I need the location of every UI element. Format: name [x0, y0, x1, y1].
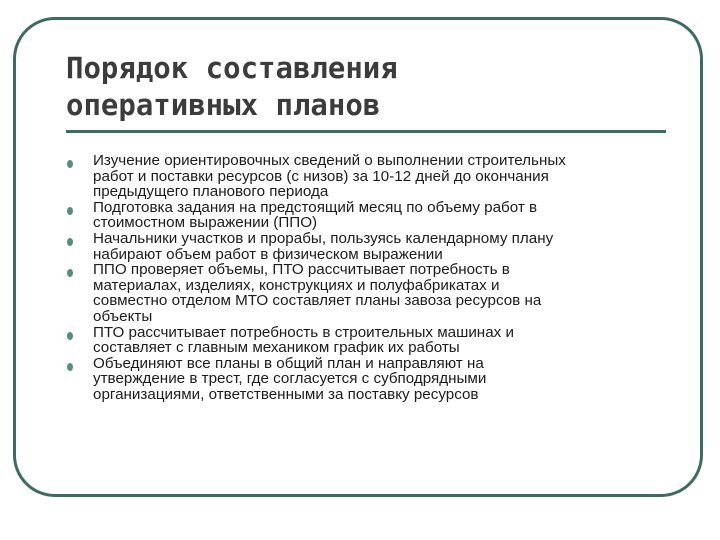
list-item-text: Начальники участков и прорабы, пользуясь календарному плану набирают объем работ в физическом выражении — [93, 229, 554, 263]
title-divider — [66, 130, 666, 133]
slide-title — [66, 50, 666, 124]
list-item-text: Объединяют все планы в общий план и направляют на утверждение в трест, где согласуется с субподрядными организациями, ответственными за поставку ресурсов — [93, 354, 487, 403]
list-item — [66, 231, 666, 262]
bullet-icon — [67, 269, 73, 277]
list-item — [66, 325, 666, 356]
list-item — [66, 356, 666, 403]
list-item — [66, 153, 666, 200]
bullet-icon — [67, 363, 73, 371]
bullet-icon — [67, 207, 73, 215]
bullet-list — [66, 153, 666, 403]
list-item-text: ППО проверяет объемы, ПТО рассчитывает потребность в материалах, изделиях, конструкциях и полуфабрикатах и совместно отделом МТО составляет планы завоза ресурсов на объекты — [93, 261, 542, 325]
title-line-1: Порядок составления — [66, 51, 398, 85]
list-item — [66, 262, 666, 324]
list-item-text: ПТО рассчитывает потребность в строительных машинах и составляет с главным механиком график их работы — [93, 323, 514, 357]
list-item-text: Подготовка задания на предстоящий месяц по объему работ в стоимостном выражении (ППО) — [93, 198, 538, 232]
bullet-icon — [67, 332, 73, 340]
bullet-icon — [67, 160, 73, 168]
list-item-text: Изучение ориентировочных сведений о выполнении строительных работ и поставки ресурсов (с низов) за 10-12 дней до окончания предыдущего планового периода — [93, 152, 566, 201]
bullet-icon — [67, 238, 73, 246]
title-line-2: оперативных планов — [66, 88, 381, 122]
list-item — [66, 200, 666, 231]
